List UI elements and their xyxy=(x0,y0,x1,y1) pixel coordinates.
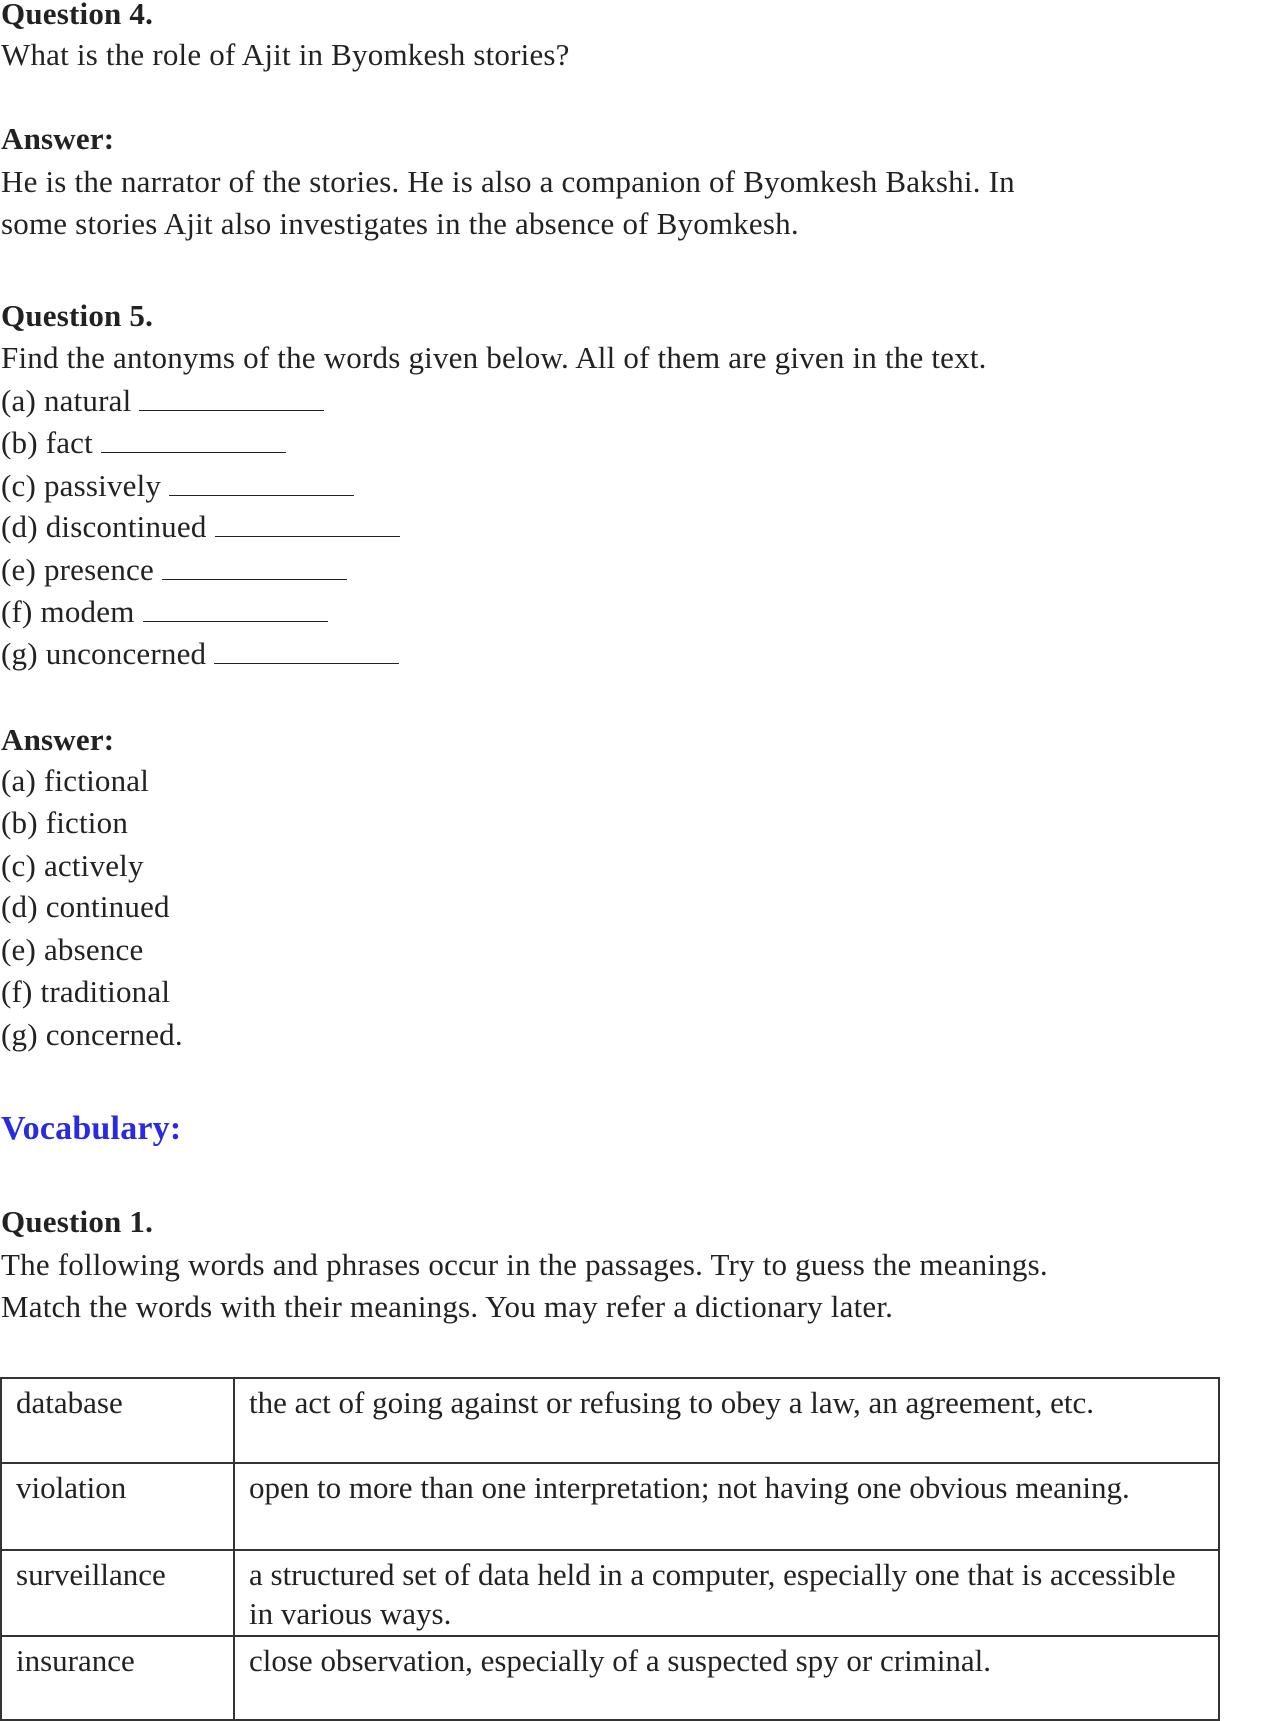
antonym-item xyxy=(1,506,400,548)
table-row xyxy=(1,1463,1219,1550)
item-text: (b) fact xyxy=(1,425,93,460)
answer-item: (d) continued xyxy=(1,889,170,924)
answer-item: (a) fictional xyxy=(1,763,150,798)
item-text: (a) natural xyxy=(1,383,132,418)
item-text: (g) unconcerned xyxy=(1,636,207,671)
word-cell: surveillance xyxy=(1,1550,234,1636)
question-5-title: Question 5. xyxy=(1,298,154,333)
blank-line xyxy=(139,380,324,411)
question-5-text: Find the antonyms of the words given below. All of them are given in the text. xyxy=(1,340,987,375)
vocab-question-text: The following words and phrases occur in the passages. Try to guess the meanings. xyxy=(1,1247,1048,1282)
answer-line: some stories Ajit also investigates in the absence of Byomkesh. xyxy=(1,206,799,241)
blank-line xyxy=(143,591,328,622)
meaning-cell: close observation, especially of a suspected spy or criminal. xyxy=(234,1636,1219,1720)
item-text: (c) passively xyxy=(1,468,162,503)
answer-item: (g) concerned. xyxy=(1,1017,183,1052)
question-4-title: Question 4. xyxy=(1,0,154,31)
table-row xyxy=(1,1550,1219,1636)
vocabulary-heading: Vocabulary: xyxy=(1,1110,182,1147)
match-table xyxy=(0,1377,1220,1721)
antonym-item xyxy=(1,633,399,675)
answer-line: He is the narrator of the stories. He is also a companion of Byomkesh Bakshi. In xyxy=(1,164,1015,199)
blank-line xyxy=(101,422,286,453)
question-4-text: What is the role of Ajit in Byomkesh stories? xyxy=(1,37,570,72)
meaning-cell: open to more than one interpretation; not having one obvious meaning. xyxy=(234,1463,1219,1550)
vocab-question-text: Match the words with their meanings. You may refer a dictionary later. xyxy=(1,1289,894,1324)
vocab-question-1-title: Question 1. xyxy=(1,1204,154,1239)
answer-label: Answer: xyxy=(1,121,115,156)
table-row xyxy=(1,1378,1219,1463)
answer-item: (b) fiction xyxy=(1,805,129,840)
blank-line xyxy=(214,633,399,664)
answer-item: (e) absence xyxy=(1,932,144,967)
word-cell: violation xyxy=(1,1463,234,1550)
item-text: (f) modem xyxy=(1,594,135,629)
meaning-cell: a structured set of data held in a computer, especially one that is accessible in various ways. xyxy=(234,1550,1219,1636)
answer-label: Answer: xyxy=(1,722,115,757)
answer-item: (c) actively xyxy=(1,848,144,883)
antonym-item xyxy=(1,422,286,464)
table-row xyxy=(1,1636,1219,1720)
item-text: (e) presence xyxy=(1,552,154,587)
word-cell: database xyxy=(1,1378,234,1463)
blank-line xyxy=(169,465,354,496)
meaning-cell: the act of going against or refusing to obey a law, an agreement, etc. xyxy=(234,1378,1219,1463)
antonym-item xyxy=(1,549,347,591)
answer-item: (f) traditional xyxy=(1,974,171,1009)
blank-line xyxy=(215,506,400,537)
antonym-item xyxy=(1,465,354,507)
antonym-item xyxy=(1,380,324,422)
item-text: (d) discontinued xyxy=(1,509,207,544)
antonym-item xyxy=(1,591,328,633)
word-cell: insurance xyxy=(1,1636,234,1720)
blank-line xyxy=(162,549,347,580)
